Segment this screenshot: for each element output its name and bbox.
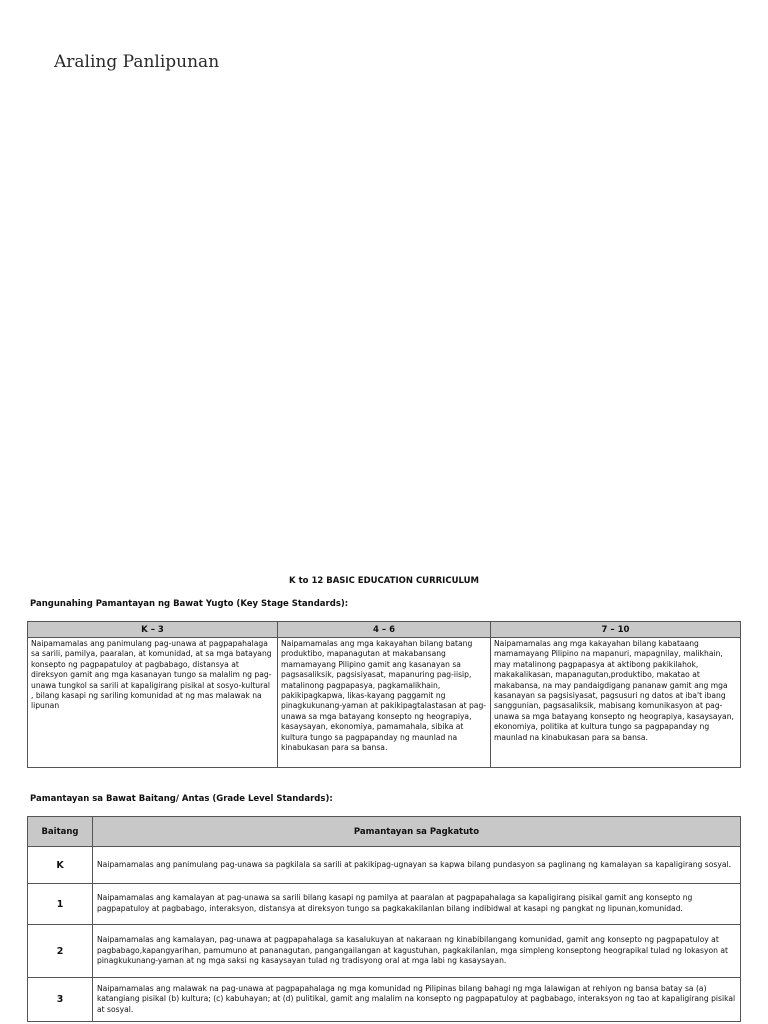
table-row [28,884,741,925]
grade-level-heading: Pamantayan sa Bawat Baitang/ Antas (Grade Level Standards): [30,794,333,804]
grade-standard: Naipamamalas ang kamalayan, pag-unawa at pagpapahalaga sa kasalukuyan at nakaraan ng kinabibilangang komunidad, gamit ang konsepto ng pagpapatuloy at pagbabago,kapangyarihan, pamumuno at pananagutan, pangangailangan at kagustuhan, pagkakilanlan, mga simpleng konseptong heograpikal tulad ng lokasyon at pinagkukunang-yaman at ng mga saksi ng kasaysayan tulad ng tradisyong oral at mga labi ng kasaysayan. [93,925,741,978]
column-header-baitang: Baitang [28,817,93,847]
table-row [28,847,741,884]
table-row [28,925,741,978]
grade-level-table [27,816,741,1022]
grade-standard: Naipamamalas ang kamalayan at pag-unawa sa sarili bilang kasapi ng pamilya at paaralan at pagpapahalaga sa kapaligirang pisikal gamit ang konsepto ng pagpapatuloy at pagbabago, interaksyon, distansya at direksyon tungo sa pagkakakilanlan bilang indibidwal at kasapi ng pangkat ng lipunan,komunidad. [93,884,741,925]
column-header-4-6: 4 – 6 [278,622,491,638]
grade-label: 3 [28,978,93,1022]
grade-label: 2 [28,925,93,978]
table-row [28,978,741,1022]
column-header-7-10: 7 – 10 [491,622,741,638]
column-header-k-3: K – 3 [28,622,278,638]
standard-4-6: Naipamamalas ang mga kakayahan bilang batang produktibo, mapanagutan at makabansang mamamayang Pilipino gamit ang kasanayan sa pagsasaliksik, pagsisiyasat, mapanuring pag-iisip, matalinong pagpapasya, pagkamalikhain, pakikipagkapwa, likas-kayang paggamit ng pinagkukunang-yaman at pakikipagtalastasan at pag-unawa sa mga batayang konsepto ng heograpiya, kasaysayan, ekonomiya, pamamahala, sibika at kultura tungo sa pagpapanday ng maunlad na kinabukasan para sa bansa. [278,638,491,768]
document-title: Araling Panlipunan [54,52,220,72]
column-header-pamantayan: Pamantayan sa Pagkatuto [93,817,741,847]
key-stage-header-row [28,622,741,638]
grade-label: 1 [28,884,93,925]
curriculum-title: K to 12 BASIC EDUCATION CURRICULUM [289,576,479,586]
standard-7-10: Naipamamalas ang mga kakayahan bilang kabataang mamamayang Pilipino na mapanuri, mapagnilay, malikhain, may matalinong pagpapasya at aktibong pakikilahok, makakalikasan, mapanagutan,produktibo, makatao at makabansa, na may pandaigdigang pananaw gamit ang mga kasanayan sa pagsisiyasat, pagsusuri ng datos at iba't ibang sanggunian, pagsasaliksik, mabisang komunikasyon at pag-unawa sa mga batayang konsepto ng heograpiya, kasaysayan, ekonomiya, politika at kultura tungo sa pagpapanday ng maunlad na kinabukasan para sa bansa. [491,638,741,768]
grade-label: K [28,847,93,884]
key-stage-heading: Pangunahing Pamantayan ng Bawat Yugto (Key Stage Standards): [30,599,349,609]
key-stage-table [27,621,741,768]
key-stage-row [28,638,741,768]
grade-standard: Naipamamalas ang malawak na pag-unawa at pagpapahalaga ng mga komunidad ng Pilipinas bilang bahagi ng mga lalawigan at rehiyon ng bansa batay sa (a) katangiang pisikal (b) kultura; (c) kabuhayan; at (d) pulitikal, gamit ang malalim na konsepto ng pagpapatuloy at pagbabago, interaksyon ng tao at kapaligirang pisikal at sosyal. [93,978,741,1022]
grade-level-header-row [28,817,741,847]
grade-standard: Naipamamalas ang panimulang pag-unawa sa pagkilala sa sarili at pakikipag-ugnayan sa kapwa bilang pundasyon sa paglinang ng kamalayan sa kapaligirang sosyal. [93,847,741,884]
standard-k-3: Naipamamalas ang panimulang pag-unawa at pagpapahalaga sa sarili, pamilya, paaralan, at komunidad, at sa mga batayang konsepto ng pagpapatuloy at pagbabago, distansya at direksyon gamit ang mga kasanayan tungo sa malalim ng pag-unawa tungkol sa sarili at kapaligirang pisikal at sosyo-kultural , bilang kasapi ng sariling komunidad at ng mas malawak na lipunan [28,638,278,768]
